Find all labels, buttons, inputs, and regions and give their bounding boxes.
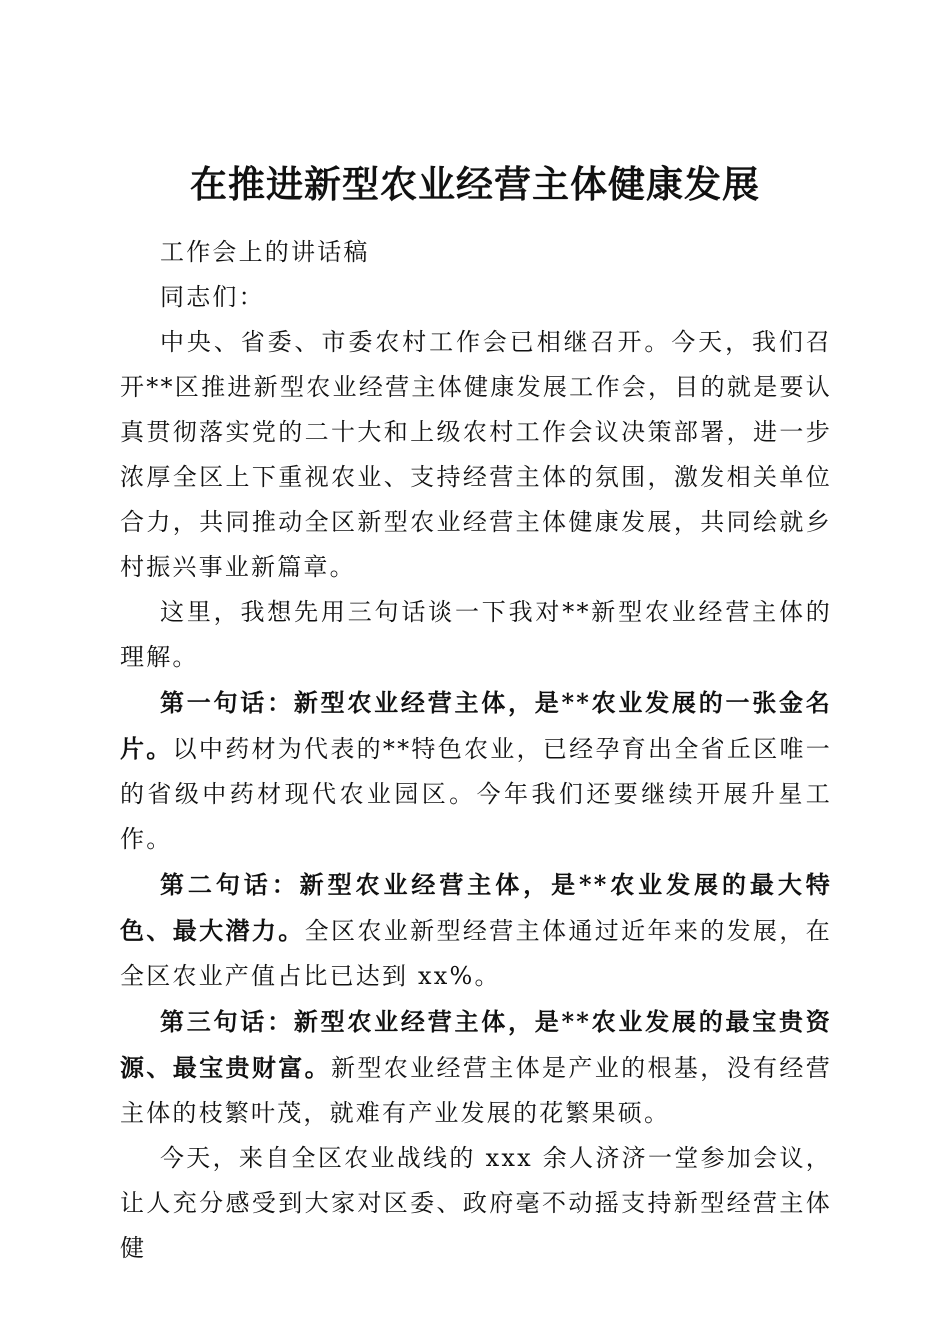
document-title: 在推进新型农业经营主体健康发展: [190, 161, 760, 206]
paragraph-three-sentences: [120, 590, 832, 680]
paragraph-intro: [120, 320, 832, 590]
paragraph-text: 新型农业经营主体是产业的根基，没有经营主体的枝繁叶茂，就难有产业发展的花繁果硕。: [120, 1054, 832, 1127]
paragraph-meeting: [120, 1136, 832, 1271]
paragraph-text: 全区农业新型经营主体通过近年来的发展，在全区农业产值占比已达到 xx%。: [120, 917, 832, 990]
salutation-line: 同志们：: [160, 283, 265, 311]
paragraph-text: 今天，来自全区农业战线的 xxx 余人济济一堂参加会议，让人充分感受到大家对区委、政府毫不动摇支持新型经营主体健: [120, 1144, 832, 1262]
document-body: [120, 230, 832, 1271]
paragraph-third-sentence: [120, 999, 832, 1136]
paragraph-first-sentence: [120, 680, 832, 862]
subtitle-line: 工作会上的讲话稿: [160, 238, 370, 266]
paragraph-lead: 第一句话：新型农业经营主体，是**农业发展的一张金名片。: [120, 688, 832, 763]
paragraph-lead: 第二句话：新型农业经营主体，是**农业发展的最大特色、最大潜力。: [120, 870, 832, 945]
paragraph-text: 以中药材为代表的**特色农业，已经孕育出全省丘区唯一的省级中药材现代农业园区。今年我们还要继续开展升星工作。: [120, 735, 832, 853]
paragraph-text: 这里，我想先用三句话谈一下我对**新型农业经营主体的理解。: [120, 598, 832, 671]
paragraph-text: 中央、省委、市委农村工作会已相继召开。今天，我们召开**区推进新型农业经营主体健康发展工作会，目的就是要认真贯彻落实党的二十大和上级农村工作会议决策部署，进一步浓厚全区上下重视农业、支持经营主体的氛围，激发相关单位合力，共同推动全区新型农业经营主体健康发展，共同绘就乡村振兴事业新篇章。: [120, 328, 832, 581]
paragraph-lead: 第三句话：新型农业经营主体，是**农业发展的最宝贵资源、最宝贵财富。: [120, 1007, 832, 1082]
paragraph-second-sentence: [120, 862, 832, 999]
